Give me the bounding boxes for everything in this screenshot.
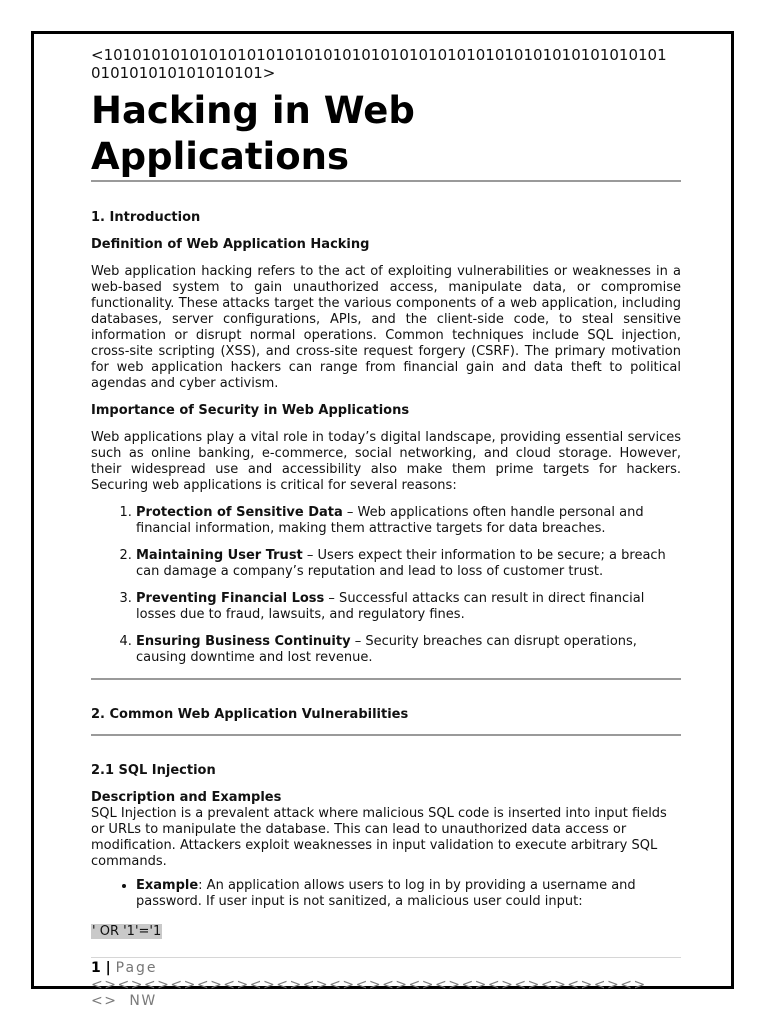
subheading-importance: Importance of Security in Web Applications <box>91 403 410 418</box>
subheading-definition: Definition of Web Application Hacking <box>91 237 370 252</box>
example-text: : An application allows users to log in by providing a username and password. If user input is not sanitized, a malicious user could input: <box>136 878 636 909</box>
document-page <box>31 31 734 1009</box>
binary-line: <10101010101010101010101010101010101010101010101010101010101 <box>91 46 667 64</box>
subheading-sql-injection: 2.1 SQL Injection <box>91 763 216 778</box>
example-list <box>91 878 681 910</box>
page-footer <box>91 960 681 1009</box>
paragraph-sql-description: SQL Injection is a prevalent attack where malicious SQL code is inserted into input fields or URLs to manipulate the database. This can lead to unauthorized data access or modification. Attackers exploit weaknesses in input validation to execute arbitrary SQL commands. <box>91 806 667 869</box>
list-item-text: – Web applications often handle personal and financial information, making them attractive targets for data breaches. <box>136 505 644 536</box>
binary-line: 010101010101010101> <box>91 64 276 82</box>
list-item <box>136 634 681 666</box>
list-item-text: – Users expect their information to be secure; a breach can damage a company’s reputation and lead to loss of customer trust. <box>136 548 666 579</box>
reasons-list <box>91 505 681 666</box>
divider <box>91 678 681 680</box>
list-item-title: Preventing Financial Loss <box>136 591 325 606</box>
divider <box>91 734 681 736</box>
page-number: 1 <box>91 960 101 976</box>
page-separator: | <box>100 960 116 976</box>
list-item <box>136 591 681 623</box>
subheading-description: Description and Examples <box>91 790 282 805</box>
page-number-line <box>91 960 681 977</box>
list-item-text: – Security breaches can disrupt operations, causing downtime and lost revenue. <box>136 634 637 665</box>
list-item-title: Maintaining User Trust <box>136 548 303 563</box>
example-label: Example <box>136 878 199 893</box>
section-heading-vulnerabilities: 2. Common Web Application Vulnerabilities <box>91 707 409 722</box>
list-item <box>136 878 681 910</box>
list-item-text: – Successful attacks can result in direct financial losses due to fraud, lawsuits, and regulatory fines. <box>136 591 645 622</box>
section-heading-introduction: 1. Introduction <box>91 210 201 225</box>
list-item-title: Ensuring Business Continuity <box>136 634 351 649</box>
page-content <box>91 46 681 1009</box>
footer-arrows: <><><><><><><><><><><><><><><><><><><><><> <box>91 977 647 993</box>
list-item <box>136 505 681 537</box>
list-item-title: Protection of Sensitive Data <box>136 505 343 520</box>
paragraph-definition: Web application hacking refers to the act of exploiting vulnerabilities or weaknesses in a web-based system to gain unauthorized access, manipulate data, or compromise functionality. These attacks target the various components of a web application, including databases, server configurations, APIs, and the client-side code, to steal sensitive information or disrupt normal operations. Common techniques include SQL injection, cross-site scripting (XSS), and cross-site request forgery (CSRF). The primary motivation for web application hackers can range from financial gain and data theft to political agendas and cyber activism. <box>91 264 681 391</box>
document-title: Hacking in Web Applications <box>91 89 415 178</box>
paragraph-importance: Web applications play a vital role in today’s digital landscape, providing essential services such as online banking, e-commerce, social networking, and cloud storage. However, their widespread use and accessibility also make them prime targets for hackers. Securing web applications is critical for several reasons: <box>91 430 681 493</box>
code-snippet: ' OR '1'='1 <box>92 924 162 939</box>
binary-header <box>91 46 681 82</box>
code-block <box>91 920 681 939</box>
page-label: Page <box>115 960 158 976</box>
footer-divider <box>91 957 681 958</box>
footer-arrows-end <box>91 993 681 1009</box>
author-initials: NW <box>129 993 157 1009</box>
divider <box>91 180 681 182</box>
footer-arrows-tail: <> <box>91 993 118 1009</box>
list-item <box>136 548 681 580</box>
